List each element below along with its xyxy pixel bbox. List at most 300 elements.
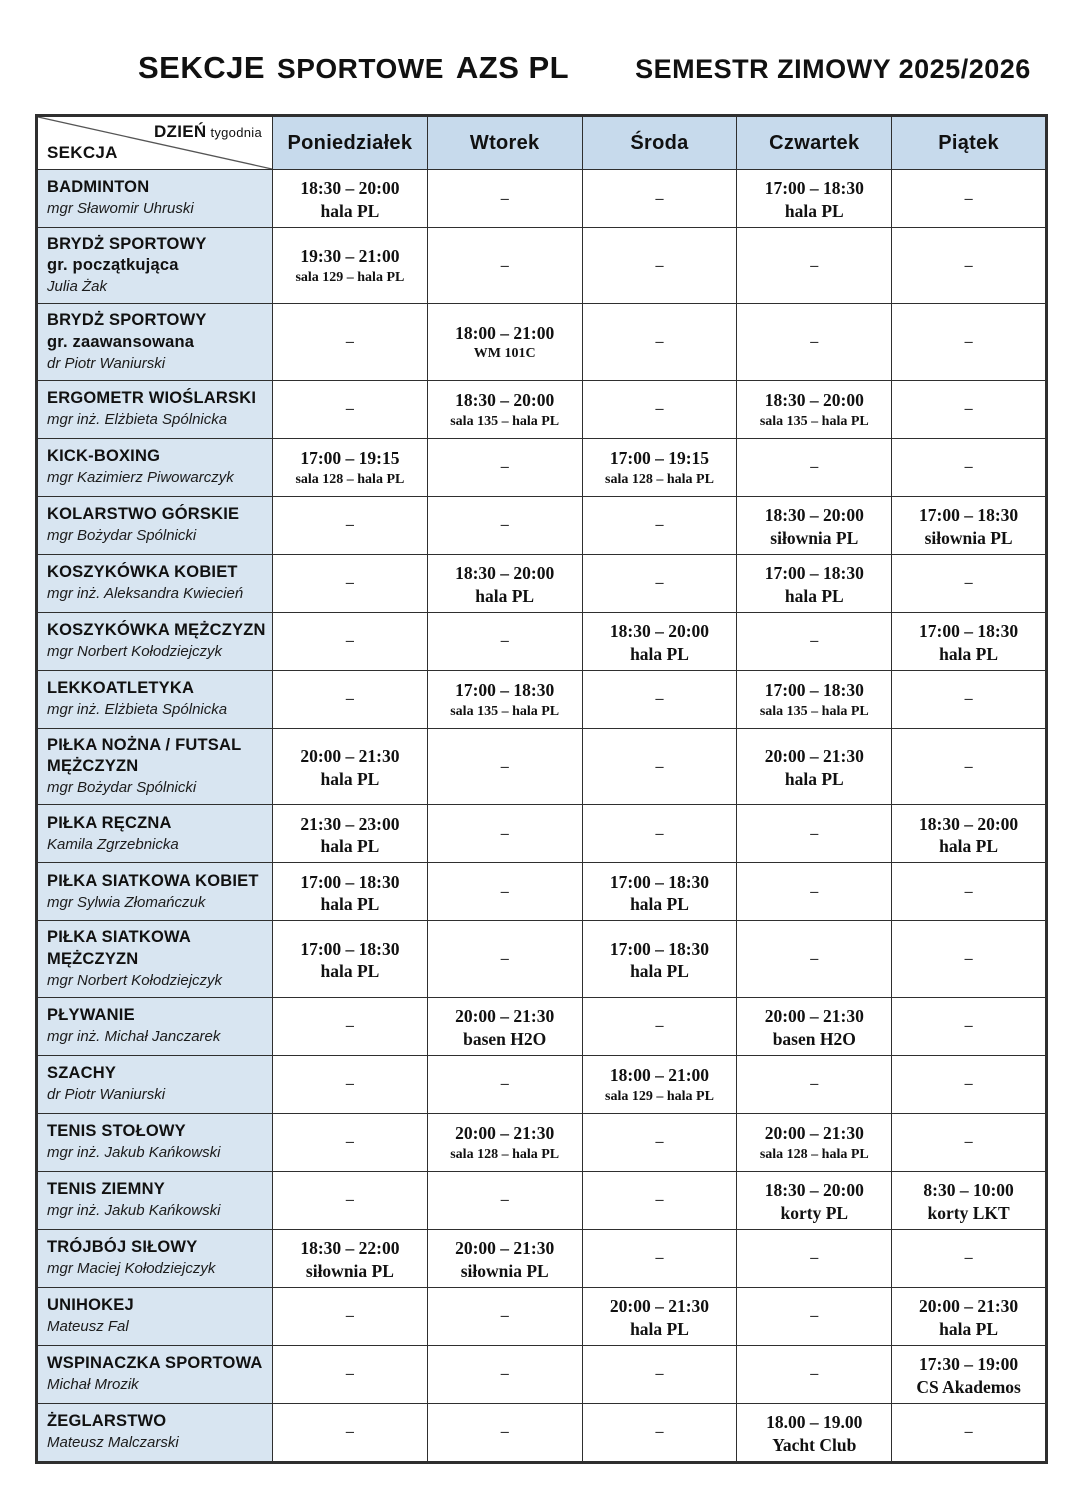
instructor-name: mgr inż. Michał Janczarek: [47, 1028, 221, 1046]
instructor-name: dr Piotr Waniurski: [47, 1086, 166, 1104]
time-range: 8:30 – 10:00: [923, 1180, 1014, 1201]
empty-slot-dash: –: [655, 1191, 664, 1209]
schedule-cell: [892, 997, 1047, 1055]
time-range: 17:00 – 18:30: [300, 938, 400, 959]
schedule-cell: [892, 1113, 1047, 1171]
section-name: KOLARSTWO GÓRSKIE: [47, 505, 240, 524]
time-range: 19:30 – 21:00: [300, 246, 400, 267]
location: hala PL: [784, 768, 844, 789]
empty-slot-dash: –: [500, 1423, 509, 1441]
location: hala PL: [320, 200, 380, 221]
instructor-name: mgr Bożydar Spólnicki: [47, 527, 197, 545]
schedule-cell: [892, 728, 1047, 804]
day-label-sub: tygodnia: [210, 125, 262, 140]
empty-slot-dash: –: [655, 574, 664, 592]
empty-slot-dash: –: [655, 690, 664, 708]
empty-slot-dash: –: [500, 256, 509, 274]
location: hala PL: [320, 768, 380, 789]
section-name: SZACHY: [47, 1064, 117, 1083]
schedule-cell: [427, 805, 582, 863]
location: hala PL: [475, 585, 535, 606]
section-cell: [37, 921, 273, 997]
empty-slot-dash: –: [345, 333, 354, 351]
day-label-bold: DZIEŃ: [153, 122, 207, 141]
instructor-name: mgr inż. Jakub Kańkowski: [47, 1202, 221, 1220]
location: hala PL: [784, 585, 844, 606]
empty-slot-dash: –: [964, 757, 973, 775]
time-range: 17:00 – 18:30: [455, 680, 555, 701]
section-row: [37, 1345, 1047, 1403]
time-range: 17:00 – 18:30: [609, 871, 710, 892]
time-range: 17:00 – 18:30: [764, 680, 864, 701]
schedule-cell: [427, 1171, 582, 1229]
title-semester: SEMESTR ZIMOWY 2025/2026: [635, 54, 1031, 84]
time-range: 18:30 – 20:00: [764, 505, 864, 526]
day-header: Czwartek: [737, 116, 892, 170]
schedule-cell: [273, 805, 428, 863]
section-name: BRYDŻ SPORTOWY: [47, 235, 207, 253]
empty-slot-dash: –: [964, 1133, 973, 1151]
time-range: 17:00 – 19:15: [300, 448, 400, 469]
instructor-name: Julia Żak: [47, 278, 108, 296]
instructor-name: dr Piotr Waniurski: [47, 354, 166, 372]
time-range: 18:30 – 20:00: [455, 390, 555, 411]
empty-slot-dash: –: [345, 516, 354, 534]
empty-slot-dash: –: [345, 574, 354, 592]
empty-slot-dash: –: [964, 400, 973, 418]
schedule-cell: [582, 380, 737, 438]
schedule-cell: [273, 1403, 428, 1462]
schedule-cell: [737, 380, 892, 438]
section-name: PIŁKA SIATKOWA KOBIET: [47, 871, 259, 890]
empty-slot-dash: –: [655, 1365, 664, 1383]
schedule-cell: [273, 1055, 428, 1113]
empty-slot-dash: –: [345, 1307, 354, 1325]
schedule-cell: [892, 554, 1047, 612]
empty-slot-dash: –: [810, 882, 819, 900]
schedule-cell: [737, 1229, 892, 1287]
instructor-name: mgr Bożydar Spólnicki: [47, 779, 197, 797]
schedule-cell: [273, 728, 428, 804]
instructor-name: Mateusz Fal: [47, 1318, 129, 1336]
location: hala PL: [784, 200, 844, 221]
schedule-cell: [427, 1403, 582, 1462]
section-name: ERGOMETR WIOŚLARSKI: [47, 389, 257, 408]
location: CS Akademos: [916, 1376, 1021, 1397]
empty-slot-dash: –: [655, 757, 664, 775]
instructor-name: mgr Norbert Kołodziejczyk: [47, 643, 223, 661]
schedule-cell: [273, 304, 428, 380]
empty-slot-dash: –: [500, 1191, 509, 1209]
schedule-cell: [582, 438, 737, 496]
section-row: [37, 997, 1047, 1055]
corner-section-label: SEKCJA: [47, 143, 118, 162]
section-name: LEKKOATLETYKA: [47, 679, 195, 698]
schedule-cell: [737, 1403, 892, 1462]
section-cell: [37, 1345, 273, 1403]
empty-slot-dash: –: [500, 757, 509, 775]
section-row: [37, 170, 1047, 228]
section-cell: [37, 496, 273, 554]
schedule-cell: [892, 863, 1047, 921]
location: hala PL: [939, 836, 999, 857]
empty-slot-dash: –: [964, 690, 973, 708]
schedule-cell: [427, 997, 582, 1055]
schedule-cell: [582, 554, 737, 612]
section-row: [37, 805, 1047, 863]
time-range: 18:30 – 20:00: [919, 813, 1019, 834]
empty-slot-dash: –: [345, 1075, 354, 1093]
empty-slot-dash: –: [500, 1075, 509, 1093]
location: hala PL: [320, 836, 380, 857]
schedule-cell: [273, 554, 428, 612]
empty-slot-dash: –: [500, 632, 509, 650]
empty-slot-dash: –: [810, 824, 819, 842]
section-name: TENIS ZIEMNY: [47, 1180, 165, 1199]
schedule-cell: [892, 496, 1047, 554]
schedule-cell: [582, 997, 737, 1055]
empty-slot-dash: –: [655, 400, 664, 418]
day-header: Środa: [582, 116, 737, 170]
time-range: 20:00 – 21:30: [455, 1123, 555, 1144]
schedule-cell: [737, 612, 892, 670]
schedule-cell: [582, 1403, 737, 1462]
corner-day-label: [154, 122, 262, 142]
schedule-cell: [892, 170, 1047, 228]
schedule-cell: [273, 496, 428, 554]
section-row: [37, 380, 1047, 438]
schedule-cell: [582, 1055, 737, 1113]
location: hala PL: [630, 894, 689, 915]
schedule-cell: [892, 612, 1047, 670]
section-row: [37, 554, 1047, 612]
instructor-name: mgr Maciej Kołodziejczyk: [47, 1260, 216, 1278]
schedule-cell: [582, 612, 737, 670]
location: hala PL: [630, 643, 689, 664]
schedule-cell: [273, 1229, 428, 1287]
schedule-cell: [892, 380, 1047, 438]
time-range: 18:30 – 20:00: [764, 390, 864, 411]
section-cell: [37, 304, 273, 380]
schedule-cell: [427, 728, 582, 804]
schedule-cell: [737, 1345, 892, 1403]
section-row: [37, 1229, 1047, 1287]
section-row: [37, 670, 1047, 728]
empty-slot-dash: –: [655, 1249, 664, 1267]
schedule-cell: [273, 1113, 428, 1171]
schedule-cell: [582, 170, 737, 228]
section-cell: [37, 1171, 273, 1229]
schedule-cell: [427, 228, 582, 304]
empty-slot-dash: –: [500, 824, 509, 842]
empty-slot-dash: –: [500, 189, 509, 207]
schedule-cell: [737, 997, 892, 1055]
time-range: 20:00 – 21:30: [300, 746, 400, 767]
schedule-cell: [737, 438, 892, 496]
empty-slot-dash: –: [810, 632, 819, 650]
instructor-name: mgr inż. Jakub Kańkowski: [47, 1144, 221, 1162]
schedule-cell: [892, 1229, 1047, 1287]
empty-slot-dash: –: [655, 516, 664, 534]
empty-slot-dash: –: [655, 824, 664, 842]
schedule-cell: [737, 228, 892, 304]
location: sala 135 – hala PL: [450, 703, 560, 719]
location: sala 129 – hala PL: [605, 1088, 714, 1104]
schedule-cell: [737, 304, 892, 380]
location: hala PL: [939, 1318, 999, 1339]
location: siłownia PL: [460, 1260, 549, 1281]
time-range: 18:00 – 21:00: [609, 1065, 710, 1086]
location: hala PL: [630, 1318, 689, 1339]
section-row: [37, 728, 1047, 804]
schedule-cell: [737, 728, 892, 804]
schedule-cell: [427, 438, 582, 496]
time-range: 17:00 – 18:30: [919, 621, 1019, 642]
section-cell: [37, 670, 273, 728]
empty-slot-dash: –: [345, 400, 354, 418]
schedule-cell: [892, 805, 1047, 863]
empty-slot-dash: –: [810, 1249, 819, 1267]
time-range: 18:30 – 20:00: [609, 621, 710, 642]
location: siłownia PL: [770, 527, 859, 548]
section-cell: [37, 997, 273, 1055]
time-range: 18:30 – 22:00: [300, 1238, 400, 1259]
empty-slot-dash: –: [345, 1133, 354, 1151]
location: basen H2O: [772, 1028, 856, 1049]
empty-slot-dash: –: [345, 1423, 354, 1441]
section-row: [37, 1287, 1047, 1345]
section-name: MĘŻCZYZN: [47, 757, 139, 776]
section-name: TENIS STOŁOWY: [47, 1122, 186, 1141]
time-range: 17:00 – 18:30: [764, 178, 864, 199]
empty-slot-dash: –: [964, 1075, 973, 1093]
section-name: PIŁKA RĘCZNA: [47, 813, 172, 832]
section-row: [37, 496, 1047, 554]
schedule-cell: [582, 805, 737, 863]
schedule-cell: [582, 1345, 737, 1403]
schedule-cell: [427, 1229, 582, 1287]
schedule-cell: [427, 554, 582, 612]
location: korty LKT: [927, 1202, 1010, 1223]
location: sala 135 – hala PL: [759, 703, 869, 719]
section-name: PIŁKA NOŻNA / FUTSAL: [47, 735, 242, 754]
section-cell: [37, 1403, 273, 1462]
section-name: PIŁKA SIATKOWA MĘŻCZYZN: [47, 928, 191, 968]
section-cell: [37, 438, 273, 496]
schedule-cell: [427, 670, 582, 728]
instructor-name: mgr inż. Elżbieta Spólnicka: [47, 411, 228, 429]
schedule-cell: [582, 863, 737, 921]
instructor-name: Michał Mrozik: [47, 1376, 139, 1394]
section-row: [37, 438, 1047, 496]
location: sala 129 – hala PL: [295, 269, 405, 285]
schedule-cell: [427, 380, 582, 438]
corner-header-cell: [37, 116, 273, 170]
instructor-name: Kamila Zgrzebnicka: [47, 835, 179, 853]
schedule-cell: [582, 228, 737, 304]
section-name: BRYDŻ SPORTOWY: [47, 311, 207, 330]
schedule-cell: [892, 228, 1047, 304]
empty-slot-dash: –: [345, 1017, 354, 1035]
section-name: KOSZYKÓWKA KOBIET: [47, 563, 238, 582]
time-range: 20:00 – 21:30: [764, 1123, 864, 1144]
section-cell: [37, 380, 273, 438]
empty-slot-dash: –: [964, 882, 973, 900]
section-row: [37, 1403, 1047, 1462]
section-name: TRÓJBÓJ SIŁOWY: [47, 1238, 198, 1257]
schedule-cell: [582, 496, 737, 554]
schedule-cell: [273, 997, 428, 1055]
empty-slot-dash: –: [964, 189, 973, 207]
empty-slot-dash: –: [500, 516, 509, 534]
schedule-cell: [737, 1055, 892, 1113]
title-sportowe: SPORTOWE: [277, 53, 444, 84]
empty-slot-dash: –: [500, 950, 509, 968]
schedule-cell: [427, 612, 582, 670]
schedule-cell: [892, 1403, 1047, 1462]
schedule-cell: [582, 304, 737, 380]
schedule-cell: [737, 805, 892, 863]
section-cell: [37, 1229, 273, 1287]
location: sala 135 – hala PL: [450, 413, 560, 429]
section-name: gr. zaawansowana: [47, 332, 195, 351]
empty-slot-dash: –: [655, 333, 664, 351]
empty-slot-dash: –: [810, 1365, 819, 1383]
section-name: KOSZYKÓWKA MĘŻCZYZN: [47, 621, 266, 640]
instructor-name: mgr Norbert Kołodziejczyk: [47, 971, 223, 989]
time-range: 18:30 – 20:00: [455, 563, 555, 584]
schedule-table: [35, 114, 1048, 1464]
time-range: 17:00 – 19:15: [609, 448, 710, 469]
schedule-cell: [427, 170, 582, 228]
section-cell: [37, 805, 273, 863]
schedule-cell: [582, 670, 737, 728]
location: WM 101C: [473, 346, 536, 362]
instructor-name: mgr inż. Aleksandra Kwiecień: [47, 585, 244, 603]
schedule-cell: [892, 304, 1047, 380]
schedule-cell: [892, 1055, 1047, 1113]
section-name: WSPINACZKA SPORTOWA: [47, 1354, 263, 1373]
schedule-cell: [273, 228, 428, 304]
location: hala PL: [630, 961, 689, 982]
empty-slot-dash: –: [810, 333, 819, 351]
schedule-cell: [427, 863, 582, 921]
empty-slot-dash: –: [345, 1365, 354, 1383]
empty-slot-dash: –: [345, 632, 354, 650]
empty-slot-dash: –: [500, 1365, 509, 1383]
day-header: Wtorek: [427, 116, 582, 170]
day-header: Poniedziałek: [273, 116, 428, 170]
section-row: [37, 921, 1047, 997]
empty-slot-dash: –: [500, 882, 509, 900]
instructor-name: Mateusz Malczarski: [47, 1434, 179, 1452]
empty-slot-dash: –: [345, 690, 354, 708]
section-cell: [37, 170, 273, 228]
schedule-cell: [273, 380, 428, 438]
location: hala PL: [939, 643, 999, 664]
time-range: 20:00 – 21:30: [455, 1238, 555, 1259]
instructor-name: mgr Kazimierz Piwowarczyk: [47, 469, 234, 487]
section-cell: [37, 1055, 273, 1113]
location: hala PL: [320, 894, 380, 915]
schedule-cell: [273, 612, 428, 670]
time-range: 20:00 – 21:30: [919, 1296, 1019, 1317]
location: sala 128 – hala PL: [605, 471, 714, 487]
schedule-cell: [737, 863, 892, 921]
section-name: ŻEGLARSTWO: [47, 1412, 167, 1431]
location: korty PL: [780, 1202, 849, 1223]
schedule-cell: [892, 438, 1047, 496]
schedule-cell: [737, 1287, 892, 1345]
schedule-cell: [737, 921, 892, 997]
location: siłownia PL: [924, 527, 1013, 548]
empty-slot-dash: –: [964, 458, 973, 476]
schedule-cell: [582, 1171, 737, 1229]
schedule-cell: [892, 921, 1047, 997]
time-range: 17:00 – 18:30: [919, 505, 1019, 526]
empty-slot-dash: –: [655, 189, 664, 207]
empty-slot-dash: –: [964, 574, 973, 592]
empty-slot-dash: –: [810, 1075, 819, 1093]
location: Yacht Club: [772, 1434, 857, 1455]
empty-slot-dash: –: [964, 1017, 973, 1035]
time-range: 18:30 – 20:00: [300, 178, 400, 199]
schedule-cell: [582, 728, 737, 804]
section-row: [37, 304, 1047, 380]
time-range: 20:00 – 21:30: [609, 1296, 710, 1317]
schedule-cell: [427, 304, 582, 380]
schedule-cell: [892, 1171, 1047, 1229]
schedule-cell: [273, 863, 428, 921]
schedule-cell: [427, 1113, 582, 1171]
schedule-cell: [892, 1345, 1047, 1403]
time-range: 17:00 – 18:30: [300, 871, 400, 892]
section-name: PŁYWANIE: [47, 1006, 135, 1025]
location: sala 128 – hala PL: [295, 471, 405, 487]
empty-slot-dash: –: [500, 458, 509, 476]
section-name: BADMINTON: [47, 178, 150, 197]
schedule-cell: [427, 1345, 582, 1403]
schedule-cell: [737, 1171, 892, 1229]
section-cell: [37, 728, 273, 804]
section-row: [37, 1171, 1047, 1229]
section-cell: [37, 554, 273, 612]
location: basen H2O: [463, 1028, 547, 1049]
section-name: UNIHOKEJ: [47, 1296, 134, 1315]
empty-slot-dash: –: [655, 1423, 664, 1441]
schedule-cell: [737, 1113, 892, 1171]
schedule-cell: [427, 496, 582, 554]
section-row: [37, 1113, 1047, 1171]
instructor-name: mgr inż. Elżbieta Spólnicka: [47, 701, 228, 719]
location: hala PL: [320, 961, 380, 982]
empty-slot-dash: –: [964, 1249, 973, 1267]
schedule-cell: [737, 670, 892, 728]
schedule-cell: [737, 496, 892, 554]
time-range: 17:00 – 18:30: [764, 563, 864, 584]
section-row: [37, 1055, 1047, 1113]
empty-slot-dash: –: [964, 333, 973, 351]
time-range: 17:00 – 18:30: [609, 938, 710, 959]
empty-slot-dash: –: [810, 950, 819, 968]
schedule-cell: [582, 921, 737, 997]
title-azs-pl: AZS PL: [455, 50, 570, 85]
time-range: 21:30 – 23:00: [300, 813, 400, 834]
time-range: 20:00 – 21:30: [764, 746, 864, 767]
empty-slot-dash: –: [500, 1307, 509, 1325]
schedule-cell: [892, 670, 1047, 728]
time-range: 20:00 – 21:30: [764, 1006, 864, 1027]
